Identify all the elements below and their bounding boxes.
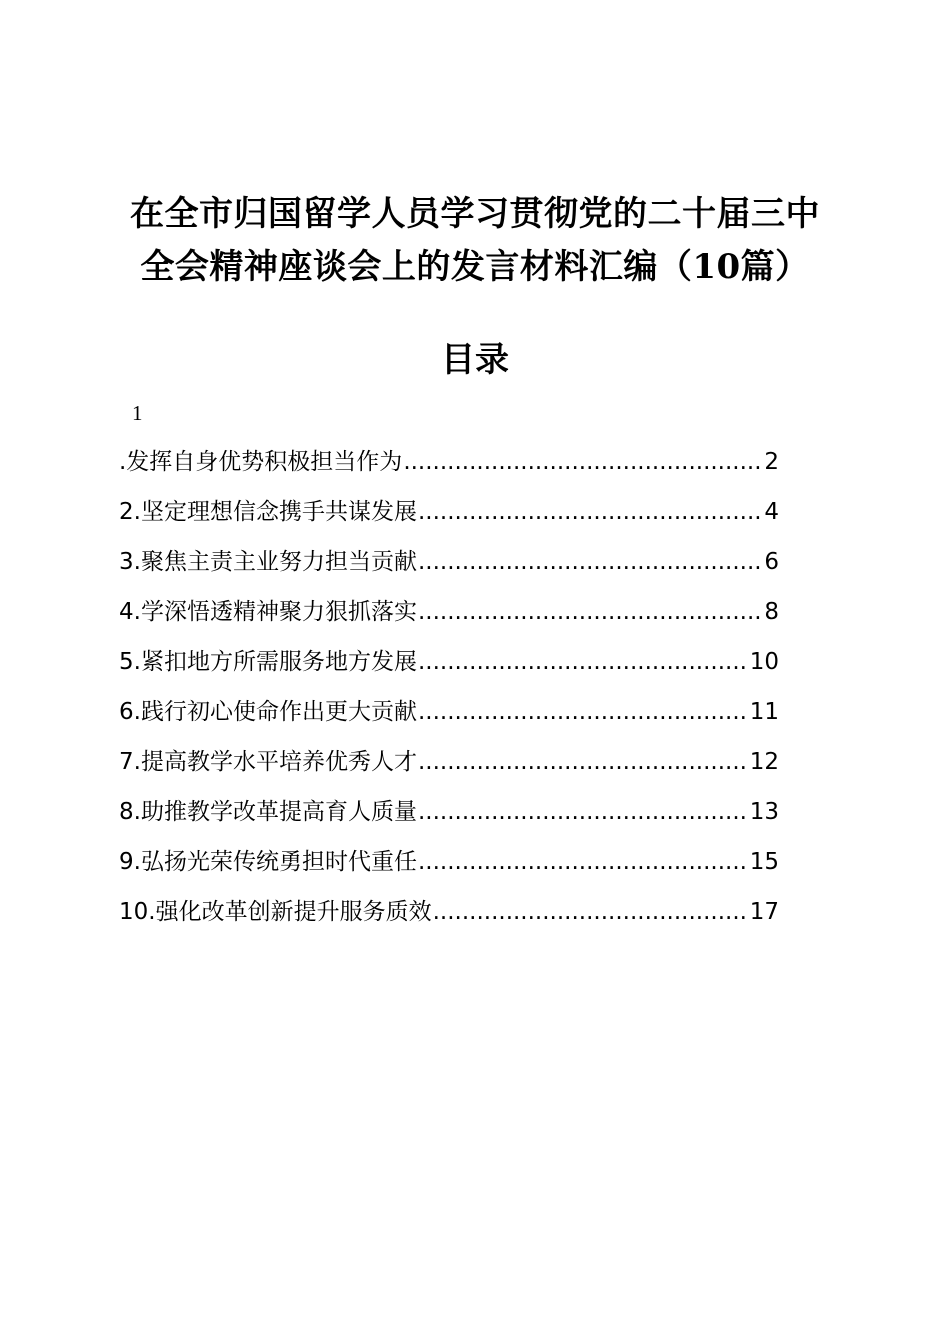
toc-entry[interactable] bbox=[119, 892, 779, 942]
toc-entry-title: 5.紧扣地方所需服务地方发展 bbox=[119, 649, 417, 675]
document-title-line-1: 在全市归国留学人员学习贯彻党的二十届三中 bbox=[130, 194, 820, 234]
toc-entry[interactable] bbox=[119, 592, 779, 642]
toc-entry-title: 7.提高教学水平培养优秀人才 bbox=[119, 749, 417, 775]
toc-entry[interactable] bbox=[119, 842, 779, 892]
table-of-contents bbox=[119, 442, 779, 942]
toc-entry-title: 6.践行初心使命作出更大贡献 bbox=[119, 699, 417, 725]
toc-entry-page: 11 bbox=[749, 699, 779, 725]
toc-entry[interactable] bbox=[119, 442, 779, 492]
toc-dot-leader bbox=[418, 642, 749, 682]
toc-dot-leader bbox=[418, 742, 749, 782]
toc-heading: 目录 bbox=[441, 340, 509, 380]
toc-entry[interactable] bbox=[119, 492, 779, 542]
toc-entry[interactable] bbox=[119, 642, 779, 692]
toc-entry-title: 2.坚定理想信念携手共谋发展 bbox=[119, 499, 417, 525]
toc-entry-title: 9.弘扬光荣传统勇担时代重任 bbox=[119, 849, 417, 875]
toc-entry-page: 4 bbox=[764, 499, 779, 525]
toc-entry[interactable] bbox=[119, 542, 779, 592]
toc-entry-page: 8 bbox=[764, 599, 779, 625]
toc-entry-page: 17 bbox=[749, 899, 779, 925]
toc-dot-leader bbox=[403, 442, 763, 482]
page-marker: 1 bbox=[132, 401, 143, 425]
toc-entry[interactable] bbox=[119, 692, 779, 742]
toc-entry-title: 4.学深悟透精神聚力狠抓落实 bbox=[119, 599, 417, 625]
toc-entry[interactable] bbox=[119, 742, 779, 792]
toc-entry-page: 6 bbox=[764, 549, 779, 575]
toc-dot-leader bbox=[418, 542, 763, 582]
toc-entry-title: 10.强化改革创新提升服务质效 bbox=[119, 899, 432, 925]
document-title-line-2: 全会精神座谈会上的发言材料汇编（10篇） bbox=[140, 247, 810, 287]
toc-dot-leader bbox=[418, 692, 749, 732]
toc-entry[interactable] bbox=[119, 792, 779, 842]
toc-entry-title: 8.助推教学改革提高育人质量 bbox=[119, 799, 417, 825]
toc-entry-title: 3.聚焦主责主业努力担当贡献 bbox=[119, 549, 417, 575]
toc-entry-title: .发挥自身优势积极担当作为 bbox=[119, 449, 403, 475]
toc-dot-leader bbox=[418, 592, 763, 632]
toc-entry-page: 12 bbox=[749, 749, 779, 775]
toc-entry-page: 2 bbox=[764, 449, 779, 475]
document-title bbox=[100, 188, 850, 294]
toc-entry-page: 15 bbox=[749, 849, 779, 875]
toc-dot-leader bbox=[418, 792, 749, 832]
toc-dot-leader bbox=[418, 842, 749, 882]
toc-dot-leader bbox=[418, 492, 763, 532]
toc-entry-page: 13 bbox=[749, 799, 779, 825]
toc-entry-page: 10 bbox=[749, 649, 779, 675]
toc-dot-leader bbox=[433, 892, 749, 932]
